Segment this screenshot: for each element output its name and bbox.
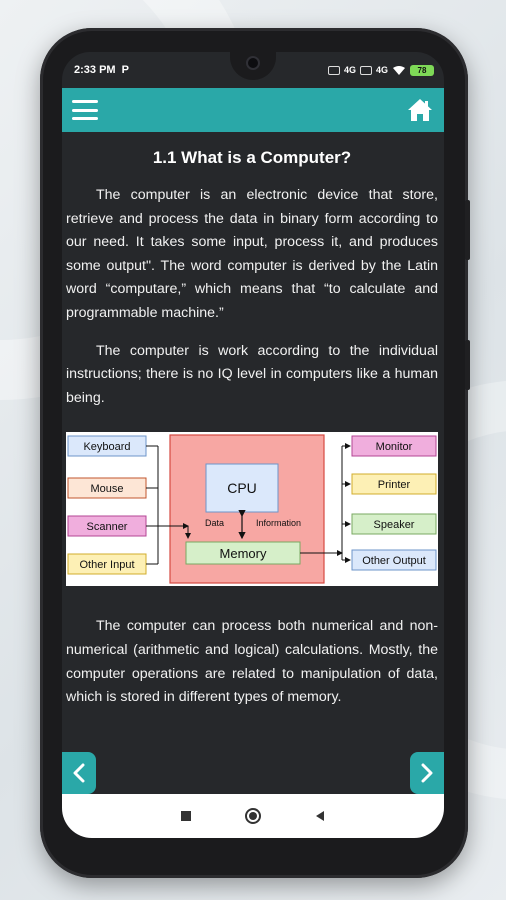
camera-icon bbox=[246, 56, 260, 70]
square-icon[interactable] bbox=[176, 806, 196, 826]
chevron-left-icon bbox=[72, 763, 86, 783]
lesson-content bbox=[62, 132, 444, 792]
paragraph: The computer is work according to the individual instructions; there is no IQ level in computers like a human being. bbox=[66, 342, 438, 406]
signal-label: 4G bbox=[343, 65, 356, 75]
cpu-label: CPU bbox=[227, 480, 257, 497]
battery-icon: 78 bbox=[410, 65, 434, 76]
status-time: 2:33 PM bbox=[74, 64, 116, 76]
carrier-icon: P bbox=[121, 64, 129, 76]
next-page-button[interactable] bbox=[410, 752, 444, 794]
input-scanner: Scanner bbox=[86, 521, 128, 534]
phone-volume-button bbox=[465, 200, 470, 260]
app-bar bbox=[62, 88, 444, 132]
output-other: Other Output bbox=[362, 555, 426, 568]
previous-page-button[interactable] bbox=[62, 752, 96, 794]
wifi-icon bbox=[392, 65, 406, 76]
phone-power-button bbox=[465, 340, 470, 390]
signal-label: 4G bbox=[375, 65, 388, 75]
triangle-back-icon[interactable] bbox=[310, 806, 330, 826]
output-speaker: Speaker bbox=[373, 519, 415, 532]
input-other: Other Input bbox=[79, 559, 135, 572]
paragraph: The computer is an electronic device that store, retrieve and process the data in binary form according to our need. It takes some input, process it, and produces some output". The word computer is derived by the Latin word “computare,” which means that “to calculate and programmable machine.” bbox=[66, 187, 438, 321]
input-mouse: Mouse bbox=[90, 483, 124, 496]
output-monitor: Monitor bbox=[375, 441, 413, 454]
input-keyboard: Keyboard bbox=[83, 441, 131, 454]
output-printer: Printer bbox=[377, 479, 411, 492]
paragraph: The computer can process both numerical and non-numerical (arithmetic and logical) calculations. Mostly, the computer operations are related to manipulation of data, which is stored in different types of memory. bbox=[66, 618, 438, 706]
signal-icon bbox=[328, 66, 340, 75]
computer-block-diagram bbox=[66, 432, 438, 586]
data-label: Data bbox=[205, 518, 225, 529]
home-icon[interactable] bbox=[406, 97, 434, 123]
system-navigation-bar bbox=[62, 794, 444, 838]
page-title: 1.1 What is a Computer? bbox=[152, 148, 352, 167]
circle-icon[interactable] bbox=[243, 806, 263, 826]
hamburger-menu-icon[interactable] bbox=[72, 100, 98, 120]
chevron-right-icon bbox=[420, 763, 434, 783]
phone-screen bbox=[62, 52, 444, 838]
memory-label: Memory bbox=[219, 546, 267, 562]
information-label: Information bbox=[256, 518, 302, 529]
signal-icon bbox=[360, 66, 372, 75]
